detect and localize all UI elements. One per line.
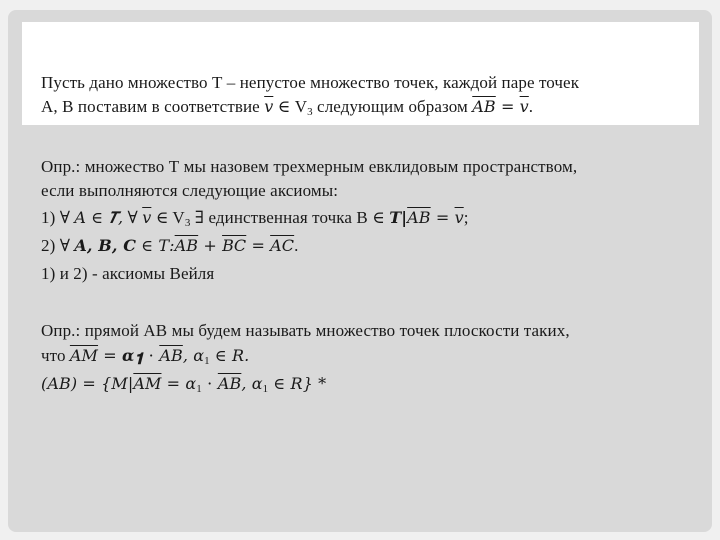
line-def-set-formula: (𝐴𝐵) = {𝑀|𝐴𝑀 = 𝛼$_1$ ⋅ 𝐴𝐵, 𝛼$_1$ ∈ 𝑅} * xyxy=(41,374,327,395)
weyl-axioms-note: 1) и 2) - аксиомы Вейля xyxy=(41,264,215,283)
intro-line-1: Пусть дано множество Т – непустое множество точек, каждой паре точек xyxy=(41,73,580,92)
line-def-line-1: Опр.: прямой АВ мы будем называть множество точек плоскости таких, xyxy=(41,321,570,340)
axiom-2: 2) ∀ 𝑨, 𝑩, 𝑪 ∈ 𝑇:𝐴𝐵 + 𝐵𝐶 = 𝐴𝐶. xyxy=(41,236,299,255)
definition-line-2: если выполняются следующие аксиомы: xyxy=(41,181,339,200)
intro-line-2: А, В поставим в соответствие 𝑣 ∈ $V_3$ следующим образом 𝐴𝐵 = 𝑣. xyxy=(41,97,534,118)
definition-line-1: Опр.: множество Т мы назовем трехмерным евклидовым пространством, xyxy=(41,157,578,176)
axiom-1: 1) ∀ 𝐴 ∈ 𝑻, ∀ 𝑣 ∈ $V_3$ ∃ единственная точка В ∈ 𝑻|𝐴𝐵 = 𝑣; xyxy=(41,208,469,229)
line-def-line-2: что 𝐴𝑀 = 𝜶$_𝟏$ ⋅ 𝐴𝐵, 𝛼$_1$ ∈ 𝑅. xyxy=(41,346,250,368)
